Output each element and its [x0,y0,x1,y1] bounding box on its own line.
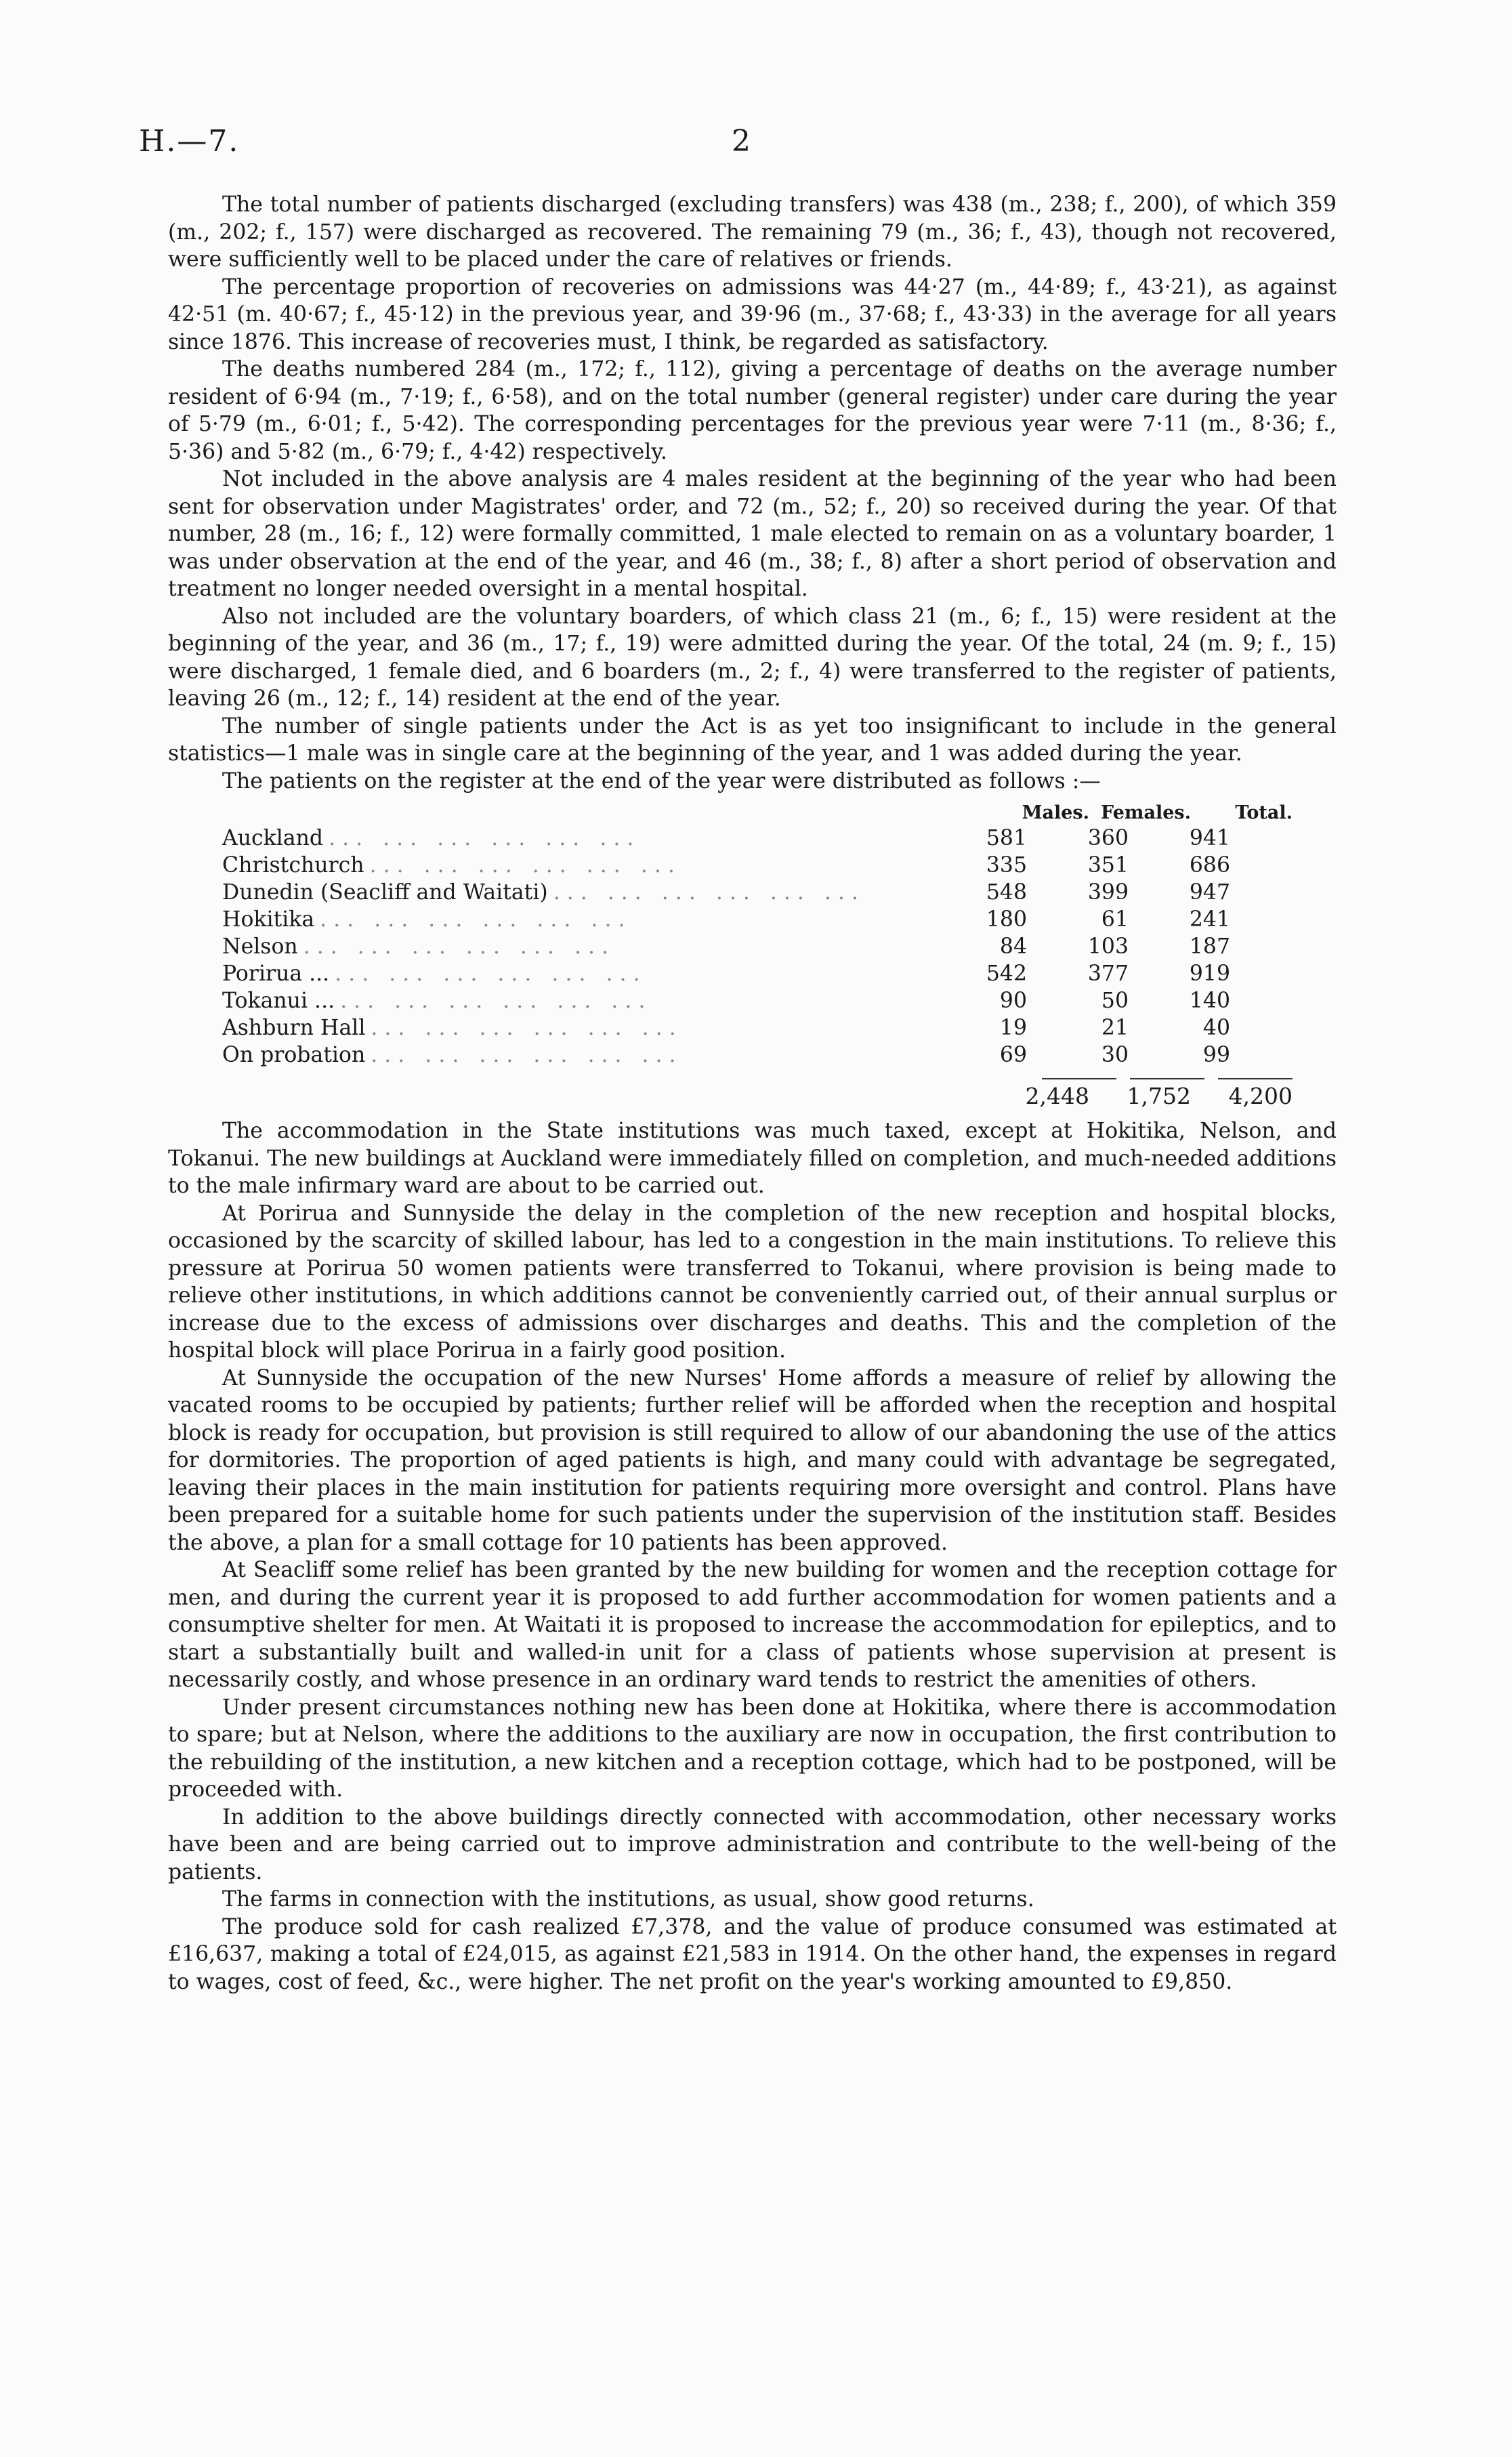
females-total: 1,752 [1127,1083,1191,1109]
col-males-header: Males. [1022,802,1089,823]
body-text [168,191,1337,1996]
table-row [222,1014,1293,1041]
total-value: 941 [1189,826,1230,850]
totals-row [222,1081,1293,1112]
females-value: 103 [1087,934,1129,959]
table-row [222,825,1293,852]
col-females-header: Females. [1101,802,1191,823]
table-row [222,852,1293,879]
table-row [222,933,1293,960]
page-number: 2 [732,124,751,159]
table-row [222,987,1293,1014]
total-value: 686 [1189,853,1230,878]
females-value: 30 [1101,1043,1129,1067]
females-value: 399 [1087,880,1129,905]
institution-name: Auckland [222,826,329,850]
institution-name: Hokitika [222,907,320,932]
document-reference: H.—7. [139,124,240,159]
leader-dots: ... ... ... ... ... ... [553,880,865,905]
males-value: 581 [986,826,1027,850]
grand-total: 4,200 [1228,1083,1293,1109]
paragraph: Also not included are the voluntary boarders, of which class 21 (m., 6; f., 15) were resident at the beginning of the year, and 36 (m., 17; f., 19) were admitted during the year. Of the total, 24 (m. 9; f., 15) were discharged, 1 female died, and 6 boarders (m., 2; f., 4) were transferred to the register of patients, leaving 26 (m., 12; f., 14) resident at the end of the year. [168,604,1337,711]
total-value: 40 [1202,1016,1230,1040]
total-value: 947 [1189,880,1230,905]
males-total: 2,448 [1025,1083,1089,1109]
males-value: 548 [986,880,1027,905]
total-rule [1042,1069,1116,1079]
males-value: 335 [986,853,1027,878]
paragraph: The patients on the register at the end of the year were distributed as follows :— [222,768,1101,793]
total-value: 187 [1189,934,1230,959]
paragraph: The deaths numbered 284 (m., 172; f., 112), giving a percentage of deaths on the average number resident of 6·94 (m., 7·19; f., 6·58), and on the total number (general register) under care during the year of 5·79 (m., 6·01; f., 5·42). The corresponding percentages for the previous year were 7·11 (m., 8·36; f., 5·36) and 5·82 (m., 6·79; f., 4·42) respectively. [168,357,1337,464]
paragraph: The produce sold for cash realized £7,378, and the value of produce consumed was estimated at £16,637, making a total of £24,015, as against £21,583 in 1914. On the other hand, the expenses in regard to wages, cost of feed, &c., were higher. The net profit on the year's working amounted to £9,850. [168,1914,1337,1994]
leader-dots: ... ... ... ... ... ... [329,826,641,850]
males-value: 19 [999,1016,1027,1040]
paragraph: The accommodation in the State institutions was much taxed, except at Hokitika, Nelson, and Tokanui. The new buildings at Auckland were immediately filled on completion, and much-needed additions to the male infirmary ward are about to be carried out. [168,1119,1337,1198]
institution-name: On probation [222,1043,371,1067]
total-rules [222,1069,1293,1081]
males-value: 84 [999,934,1027,959]
females-value: 351 [1087,853,1129,878]
table-row [222,960,1293,987]
males-value: 90 [999,989,1027,1013]
leader-dots: ... ... ... ... ... ... [303,934,616,959]
paragraph: The number of single patients under the Act is as yet too insignificant to include in the general statistics—1 male was in single care at the beginning of the year, and 1 was added during the year. [168,714,1337,766]
institution-name: Christchurch [222,853,370,878]
females-value: 21 [1101,1016,1129,1040]
institution-name: Dunedin (Seacliff and Waitati) [222,880,553,905]
females-value: 50 [1101,989,1129,1013]
total-value: 919 [1189,962,1230,986]
paragraph: The farms in connection with the institutions, as usual, show good returns. [222,1887,1034,1912]
leader-dots: ... ... ... ... ... ... [371,1043,683,1067]
paragraph: The percentage proportion of recoveries on admissions was 44·27 (m., 44·89; f., 43·21), as against 42·51 (m. 40·67; f., 45·12) in the previous year, and 39·96 (m., 37·68; f., 43·33) in the average for all years since 1876. This increase of recoveries must, I think, be regarded as satisfactory. [168,274,1337,354]
total-rule [1130,1069,1204,1079]
table-header [222,802,1293,825]
institution-name: Tokanui ... [222,989,340,1013]
total-value: 241 [1189,907,1230,932]
table-row [222,879,1293,906]
leader-dots: ... ... ... ... ... ... [320,907,632,932]
paragraph: At Sunnyside the occupation of the new Nurses' Home affords a measure of relief by allowing the vacated rooms to be occupied by patients; further relief will be afforded when the reception and hospital block is ready for occupation, but provision is still required to allow of our abandoning the use of the attics for dormitories. The proportion of aged patients is high, and many could with advantage be segregated, leaving their places in the main institution for patients requiring more oversight and control. Plans have been prepared for a suitable home for such patients under the supervision of the institution staff. Besides the above, a plan for a small cottage for 10 patients has been approved. [168,1365,1337,1555]
institution-name: Porirua ... [222,962,335,986]
patient-distribution-table [222,802,1293,1112]
total-rule [1218,1069,1293,1079]
leader-dots: ... ... ... ... ... ... [369,853,681,878]
paragraph: At Seacliff some relief has been granted by the new building for women and the reception cottage for men, and during the current year it is proposed to add further accommodation for women patients and a consumptive shelter for men. At Waitati it is proposed to increase the accommodation for epileptics, and to start a substantially built and walled-in unit for a class of patients whose supervision at present is necessarily costly, and whose presence in an ordinary ward tends to restrict the amenities of others. [168,1558,1337,1692]
table-row [222,1041,1293,1069]
females-value: 377 [1087,962,1129,986]
institution-name: Ashburn Hall [222,1016,371,1040]
leader-dots: ... ... ... ... ... ... [340,989,652,1013]
males-value: 180 [986,907,1027,932]
paragraph: Not included in the above analysis are 4 males resident at the beginning of the year who had been sent for observation under Magistrates' order, and 72 (m., 52; f., 20) so received during the year. Of that number, 28 (m., 16; f., 12) were formally committed, 1 male elected to remain on as a voluntary boarder, 1 was under observation at the end of the year, and 46 (m., 38; f., 8) after a short period of observation and treatment no longer needed oversight in a mental hospital. [168,467,1337,601]
total-value: 99 [1202,1043,1230,1067]
males-value: 69 [999,1043,1027,1067]
paragraph: Under present circumstances nothing new has been done at Hokitika, where there is accommodation to spare; but at Nelson, where the additions to the auxiliary are now in occupation, the first contribution to the rebuilding of the institution, a new kitchen and a reception cottage, which had to be postponed, will be proceeded with. [168,1695,1337,1802]
institution-name: Nelson [222,934,303,959]
females-value: 360 [1087,826,1129,850]
total-value: 140 [1189,989,1230,1013]
leader-dots: ... ... ... ... ... ... [335,962,647,986]
paragraph: In addition to the above buildings directly connected with accommodation, other necessary works have been and are being carried out to improve administration and contribute to the well-being of the patients. [168,1804,1337,1884]
males-value: 542 [986,962,1027,986]
paragraph: The total number of patients discharged (excluding transfers) was 438 (m., 238; f., 200), of which 359 (m., 202; f., 157) were discharged as recovered. The remaining 79 (m., 36; f., 43), though not recovered, were sufficiently well to be placed under the care of relatives or friends. [168,192,1337,272]
table-row [222,906,1293,933]
paragraph: At Porirua and Sunnyside the delay in the completion of the new reception and hospital blocks, occasioned by the scarcity of skilled labour, has led to a congestion in the main institutions. To relieve this pressure at Porirua 50 women patients were transferred to Tokanui, where provision is being made to relieve other institutions, in which additions cannot be conveniently carried out, of their annual surplus or increase due to the excess of admissions over discharges and deaths. This and the completion of the hospital block will place Porirua in a fairly good position. [168,1201,1337,1363]
col-total-header: Total. [1235,802,1293,823]
leader-dots: ... ... ... ... ... ... [371,1016,683,1040]
females-value: 61 [1101,907,1129,932]
